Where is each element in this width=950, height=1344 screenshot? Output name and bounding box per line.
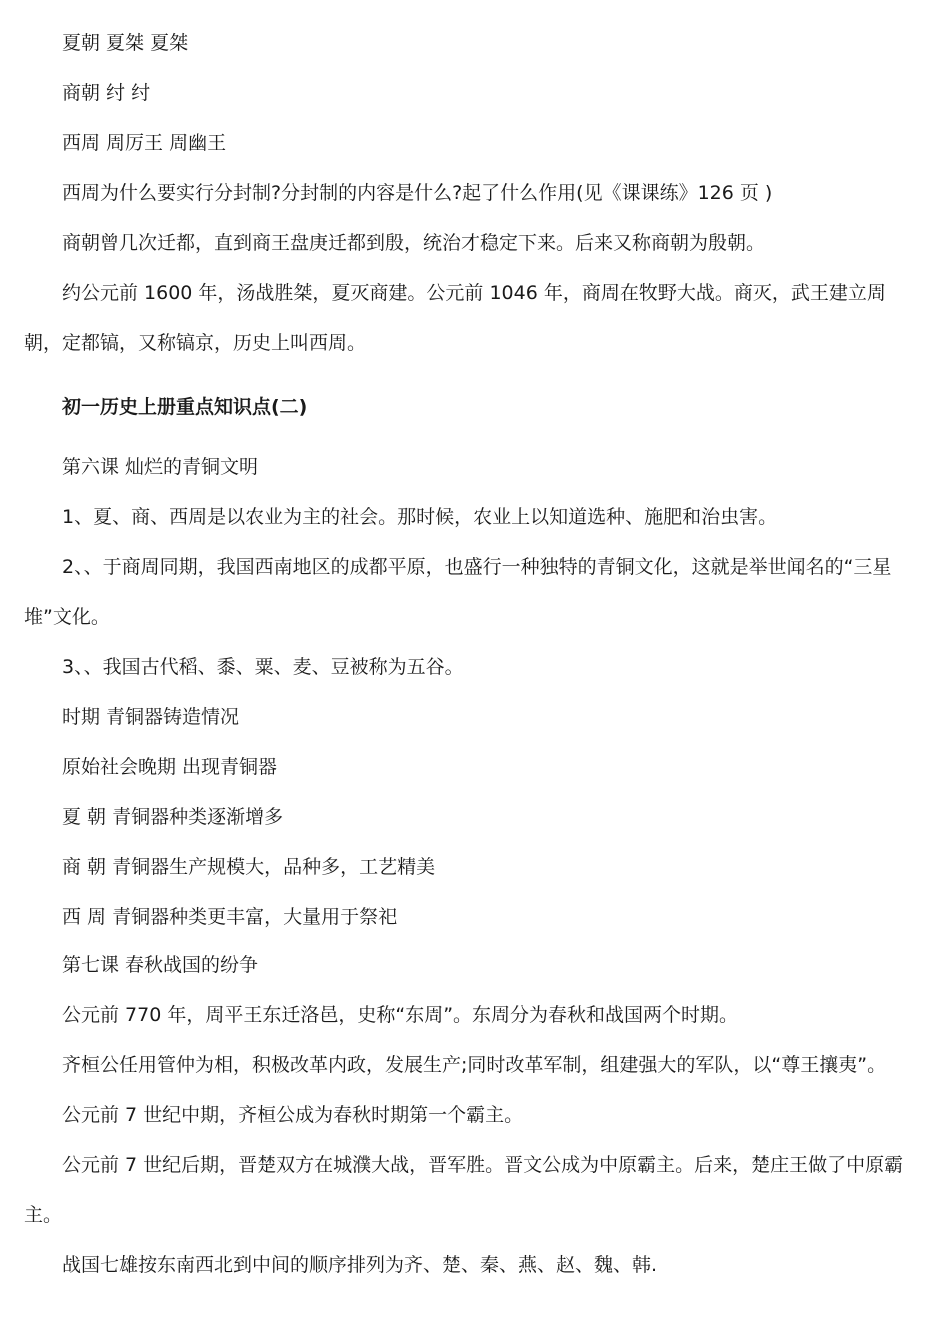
paragraph-shang-capital: 商朝曾几次迁都，直到商王盘庚迁都到殷，统治才稳定下来。后来又称商朝为殷朝。	[62, 232, 766, 254]
bronze-row-primitive: 原始社会晚期 出现青铜器	[62, 756, 278, 778]
paragraph-dynasty-timeline: 约公元前 1600 年，汤战胜桀，夏灭商建。公元前 1046 年，商周在牧野大战。商灭，武王建立周朝，定都镐，又称镐京，历史上叫西周。	[24, 282, 886, 354]
paragraph-xia-dynasty: 夏朝 夏桀 夏桀	[62, 32, 189, 54]
bronze-table-header: 时期 青铜器铸造情况	[62, 706, 240, 728]
paragraph-western-zhou: 西周 周厉王 周幽王	[62, 132, 227, 154]
bronze-row-western-zhou: 西 周 青铜器种类更丰富，大量用于祭祀	[62, 906, 398, 928]
lesson-six-title: 第六课 灿烂的青铜文明	[62, 456, 259, 478]
bronze-row-xia: 夏 朝 青铜器种类逐渐增多	[62, 806, 284, 828]
paragraph-agriculture: 1、夏、商、西周是以农业为主的社会。那时候，农业上以知道选种、施肥和治虫害。	[62, 506, 778, 528]
section-heading: 初一历史上册重点知识点(二)	[62, 396, 308, 418]
paragraph-eastern-zhou: 公元前 770 年，周平王东迁洛邑，史称“东周”。东周分为春秋和战国两个时期。	[62, 1004, 739, 1026]
paragraph-qi-huangong: 齐桓公任用管仲为相，积极改革内政，发展生产;同时改革军制，组建强大的军队，以“尊王攘夷”。	[62, 1054, 887, 1076]
bronze-row-shang: 商 朝 青铜器生产规模大，品种多，工艺精美	[62, 856, 436, 878]
paragraph-seven-warring-states: 战国七雄按东南西北到中间的顺序排列为齐、楚、秦、燕、赵、魏、韩.	[62, 1254, 658, 1276]
paragraph-five-grains: 3、、我国古代稻、黍、粟、麦、豆被称为五谷。	[62, 656, 464, 678]
paragraph-first-hegemon: 公元前 7 世纪中期，齐桓公成为春秋时期第一个霸主。	[62, 1104, 524, 1126]
paragraph-fenfeng-question: 西周为什么要实行分封制?分封制的内容是什么?起了什么作用(见《课课练》126 页 )	[62, 182, 773, 204]
paragraph-chengpu-battle: 公元前 7 世纪后期，晋楚双方在城濮大战，晋军胜。晋文公成为中原霸主。后来，楚庄王做了中原霸主。	[24, 1154, 904, 1226]
lesson-seven-title: 第七课 春秋战国的纷争	[62, 954, 259, 976]
paragraph-sanxingdui: 2、、于商周同期，我国西南地区的成都平原，也盛行一种独特的青铜文化，这就是举世闻名的“三星堆”文化。	[24, 556, 892, 628]
paragraph-shang-dynasty: 商朝 纣 纣	[62, 82, 151, 104]
